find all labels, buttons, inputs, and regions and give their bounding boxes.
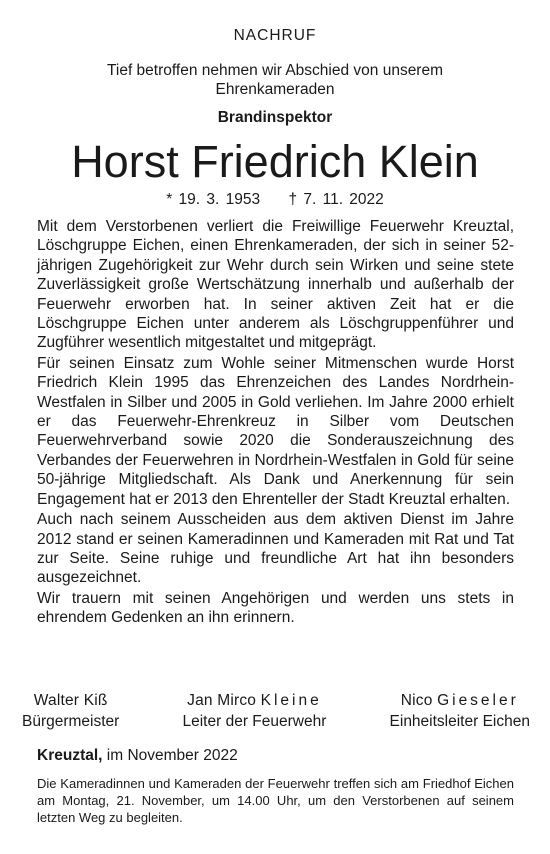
life-dates (0, 191, 550, 209)
signatory (390, 690, 530, 732)
paragraph: Auch nach seinem Ausscheiden aus dem aktiven Dienst im Jahre 2012 stand er seinen Kameradinnen und Kameraden mit Rat und Tat zur Seite. Seine ruhige und freundliche Art hat ihn besonders ausgezeichnet. (37, 511, 514, 587)
notice-heading: NACHRUF (233, 27, 317, 44)
funeral-notice: Die Kameradinnen und Kameraden der Feuerwehr treffen sich am Friedhof Eichen am Montag, 21. November, um 14.00 Uhr, um den Verstorbenen auf seinem letzten Weg zu begleiten. (37, 776, 514, 826)
signatory-name: Walter Kiß (33, 692, 108, 709)
intro-text (0, 61, 550, 99)
place-date (37, 747, 238, 765)
place: Kreuztal, (37, 747, 103, 764)
intro-line-1: Tief betroffen nehmen wir Abschied von unserem (106, 62, 444, 79)
signatory (22, 690, 119, 732)
signatory-name: Jan Mirco Kleine (187, 692, 322, 709)
signatures (22, 690, 530, 732)
paragraph: Für seinen Einsatz zum Wohle seiner Mitmenschen wurde Horst Friedrich Klein 1995 das Ehrenzeichen des Landes Nordrhein-Westfalen in Silber und 2005 in Gold verliehen. Im Jahre 2000 erhielt er das Feuerwehr-Ehrenkreuz in Silber vom Deutschen Feuerwehrverband sowie 2020 die Sonderauszeichnung des Verbandes der Feuerwehren in Nordrhein-Westfalen in Gold für seine 50-jährige Mitgliedschaft. Als Dank und Anerkennung für sein Engagement hat er 2013 den Ehrenteller der Stadt Kreuztal erhalten. (37, 354, 514, 508)
birth-date: * 19. 3. 1953 (166, 191, 261, 208)
obituary-body (37, 217, 514, 629)
intro-line-2: Ehrenkameraden (215, 81, 335, 98)
rank-title: Brandinspektor (217, 109, 333, 126)
date: im November 2022 (106, 747, 238, 764)
signatory (183, 690, 327, 732)
paragraph: Mit dem Verstorbenen verliert die Freiwillige Feuerwehr Kreuztal, Löschgruppe Eichen, einen Ehrenkameraden, der sich in seiner 52-jährigen Zugehörigkeit zur Wehr durch sein Wirken und seine stete Zuverlässigkeit große Wertschätzung innerhalb und außerhalb der Feuerwehr erworben hat. In seiner aktiven Zeit hat er die Löschgruppe Eichen unter anderem als Löschgruppenführer und Zugführer wesentlich mitgestaltet und mitgeprägt. (37, 218, 514, 352)
signatory-name: Nico Gieseler (400, 692, 519, 709)
signatory-role: Einheitsleiter Eichen (389, 713, 530, 730)
deceased-name: Horst Friedrich Klein (71, 136, 479, 187)
paragraph: Wir trauern mit seinen Angehörigen und werden uns stets in ehrendem Gedenken an ihn erinnern. (37, 589, 514, 627)
signatory-role: Leiter der Feuerwehr (182, 713, 327, 730)
signatory-role: Bürgermeister (22, 713, 120, 730)
death-date: † 7. 11. 2022 (288, 191, 384, 208)
